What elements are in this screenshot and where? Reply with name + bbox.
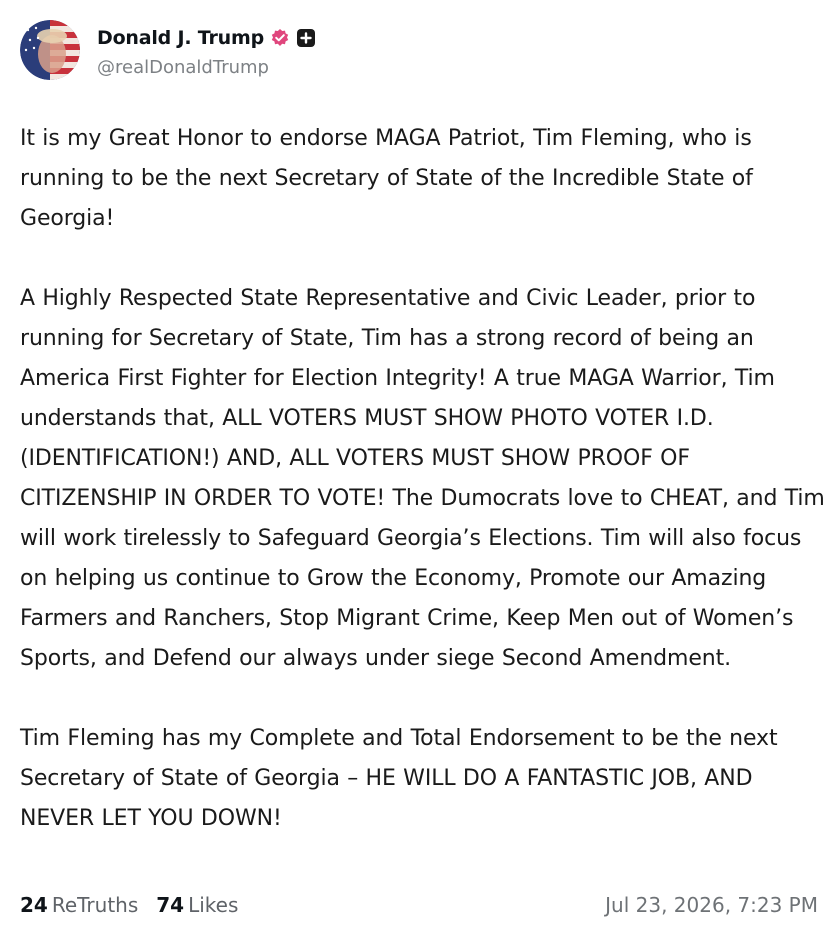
retruths-count: 24 [20, 893, 48, 917]
name-row [97, 26, 316, 50]
avatar-image [20, 20, 80, 80]
post-paragraph: It is my Great Honor to endorse MAGA Patriot, Tim Fleming, who is running to be the next Secretary of State of the Incredible State of Georgia! [20, 126, 753, 231]
likes-stat[interactable] [156, 893, 238, 917]
engagement-stats [20, 893, 256, 917]
likes-label: Likes [188, 893, 239, 917]
likes-count: 74 [156, 893, 185, 917]
post-paragraph: Tim Fleming has my Complete and Total Endorsement to be the next Secretary of State of Georgia – HE WILL DO A FANTASTIC JOB, AND NEVER LET YOU DOWN! [20, 726, 778, 831]
verified-badge-icon [270, 28, 290, 48]
post-header [20, 20, 316, 80]
avatar[interactable] [20, 20, 80, 80]
post-body [20, 119, 825, 839]
post-footer [20, 893, 818, 917]
retruths-label: ReTruths [51, 893, 139, 917]
post-paragraph: A Highly Respected State Representative and Civic Leader, prior to running for Secretary of State, Tim has a strong record of being an America First Fighter for Election Integrity! A true MAGA Warrior, Tim understands that, ALL VOTERS MUST SHOW PHOTO VOTER I.D. (IDENTIFICATION!) AND, ALL VOTERS MUST SHOW PROOF OF CITIZENSHIP IN ORDER TO VOTE! The Dumocrats love to CHEAT, and Tim will work tirelessly to Safeguard Georgia’s Elections. Tim will also focus on helping us continue to Grow the Economy, Promote our Amazing Farmers and Ranchers, Stop Migrant Crime, Keep Men out of Women’s Sports, and Defend our always under siege Second Amendment. [20, 286, 825, 671]
display-name[interactable]: Donald J. Trump [97, 27, 264, 49]
post-timestamp[interactable]: Jul 23, 2026, 7:23 PM [605, 893, 818, 917]
author-names [97, 26, 316, 78]
author-handle[interactable]: @realDonaldTrump [97, 57, 269, 78]
plus-square-icon [296, 28, 316, 48]
retruths-stat[interactable] [20, 893, 138, 917]
